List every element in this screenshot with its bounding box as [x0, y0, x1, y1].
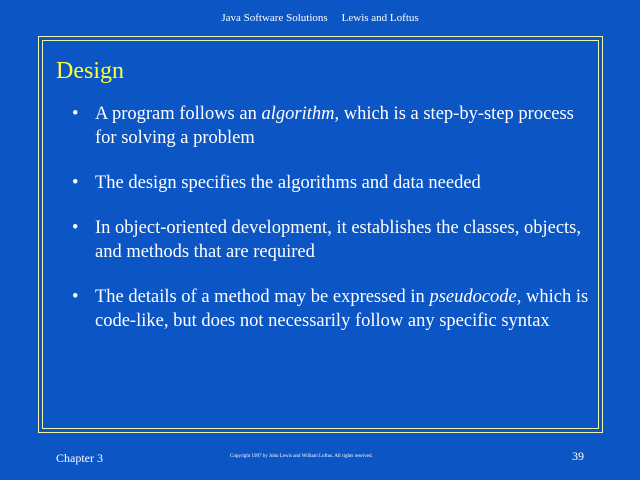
bullet-text-part: A program follows an [95, 104, 262, 124]
bullet-text-part: The design specifies the algorithms and data needed [95, 173, 481, 193]
slide-title: Design [56, 58, 124, 84]
bullet-text-part: , which is a step-by-step process for solving a problem [95, 104, 574, 148]
bullet-item-pseudocode [72, 285, 592, 333]
bullet-icon: • [72, 173, 79, 193]
chapter-label: Chapter 3 [56, 451, 103, 465]
bullet-icon: • [72, 287, 79, 307]
bullet-item-object-oriented [72, 216, 592, 264]
page-number: 39 [572, 449, 584, 463]
book-authors: Lewis and Loftus [341, 12, 419, 24]
bullet-list [72, 102, 592, 354]
bullet-text-part: In object-oriented development, it establishes the classes, objects, and methods that are required [95, 218, 581, 262]
bullet-item-algorithm [72, 102, 592, 150]
bullet-icon: • [72, 104, 79, 124]
bullet-icon: • [72, 218, 79, 238]
book-title: Java Software Solutions [221, 12, 328, 24]
bullet-text-part: The details of a method may be expressed in [95, 287, 430, 307]
emphasized-term-pseudocode: pseudocode [429, 287, 517, 307]
copyright-notice: Copyright 1997 by John Lewis and William Loftus. All rights reserved. [230, 454, 373, 459]
emphasized-term-algorithm: algorithm [261, 104, 335, 124]
bullet-text-part: , which is code-like, but does not necessarily follow any specific syntax [95, 287, 589, 331]
slide-header [0, 12, 640, 24]
bullet-item-design [72, 171, 592, 195]
